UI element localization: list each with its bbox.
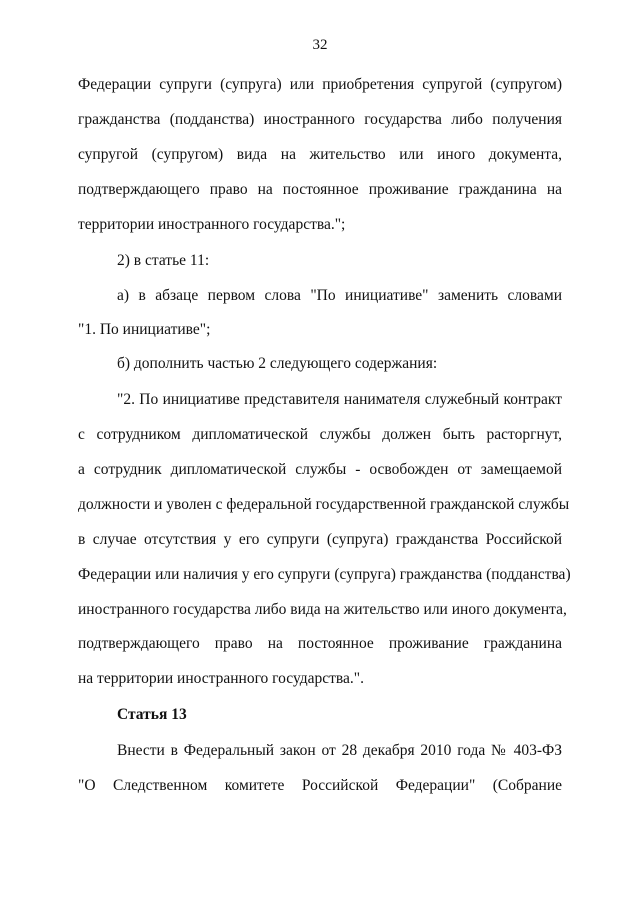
list-item-line: а) в абзаце первом слова "По инициативе" заменить словами (117, 287, 562, 304)
quoted-text-line: иностранного государства либо вида на жительство или иного документа, (78, 601, 567, 618)
page-number: 32 (312, 37, 328, 53)
quoted-text-line: с сотрудником дипломатической службы должен быть расторгнут, (78, 426, 562, 443)
body-text-line: "1. По инициативе"; (78, 321, 211, 338)
quoted-text-line: в случае отсутствия у его супруги (супруга) гражданства Российской (78, 531, 562, 548)
body-text-line: Внести в Федеральный закон от 28 декабря 2010 года № 403-ФЗ (117, 742, 562, 759)
body-text-line: Федерации супруги (супруга) или приобретения супругой (супругом) (78, 76, 562, 93)
body-text-line: гражданства (подданства) иностранного государства либо получения (78, 111, 562, 128)
list-item-line: б) дополнить частью 2 следующего содержания: (117, 355, 438, 372)
body-text-line: территории иностранного государства."; (78, 216, 346, 233)
body-text-line: "О Следственном комитете Российской Федерации" (Собрание (78, 777, 562, 794)
article-heading: Статья 13 (117, 706, 187, 723)
body-text-line: супругой (супругом) вида на жительство или иного документа, (78, 146, 562, 163)
list-item-line: 2) в статье 11: (117, 252, 210, 269)
quoted-text-line: а сотрудник дипломатической службы - освобожден от замещаемой (78, 461, 562, 478)
quoted-text-line: на территории иностранного государства.". (78, 670, 364, 687)
quoted-text-line: "2. По инициативе представителя нанимателя служебный контракт (117, 391, 562, 408)
quoted-text-line: должности и уволен с федеральной государственной гражданской службы (78, 496, 570, 513)
body-text-line: подтверждающего право на постоянное проживание гражданина на (78, 181, 562, 198)
quoted-text-line: подтверждающего право на постоянное проживание гражданина (78, 635, 562, 652)
quoted-text-line: Федерации или наличия у его супруги (супруга) гражданства (подданства) (78, 566, 571, 583)
